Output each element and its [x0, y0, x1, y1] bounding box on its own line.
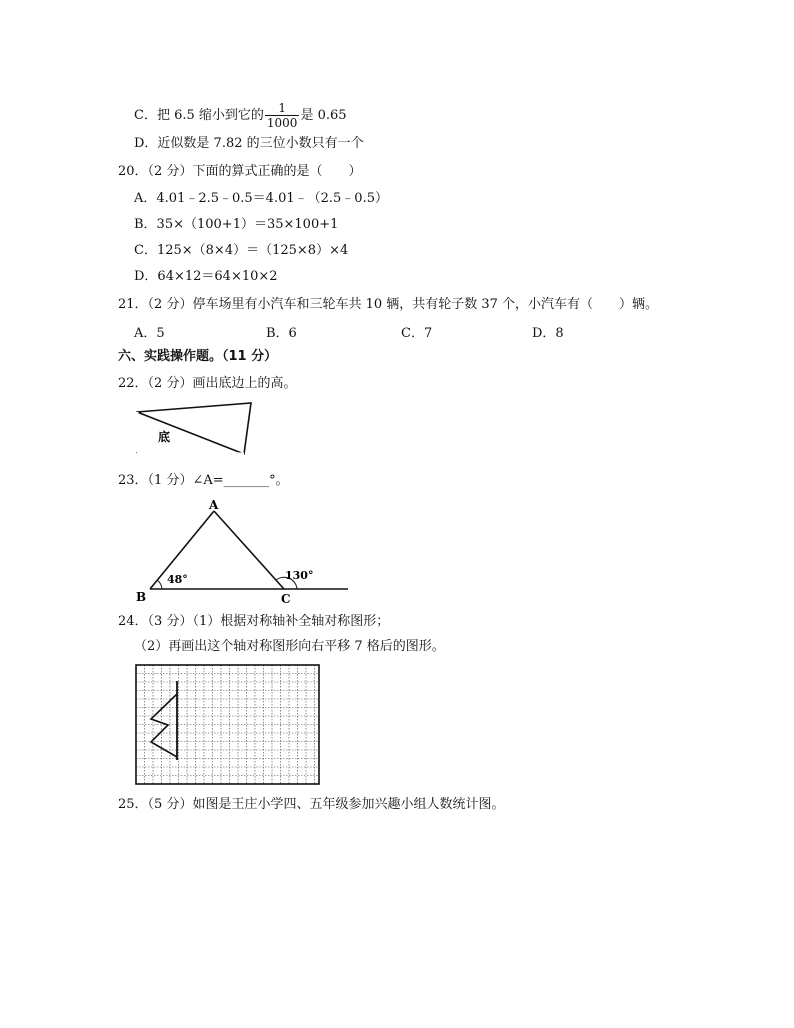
- q22-triangle-figure: [130, 397, 260, 459]
- q21-option-a: A．5: [134, 326, 165, 341]
- angle-b-label: 48°: [167, 573, 188, 586]
- q20-option-c: C．125×（8×4）＝（125×8）×4: [134, 243, 349, 258]
- label-b: B: [136, 590, 147, 604]
- fraction-denominator: 1000: [266, 116, 298, 130]
- q24-stem-1: 24．（3 分）（1）根据对称轴补全轴对称图形；: [118, 614, 390, 629]
- q19-option-c-suffix: 是 0.65: [300, 108, 347, 123]
- angle-b-arc: [157, 580, 162, 589]
- q21-stem: 21．（2 分）停车场里有小汽车和三轮车共 10 辆，共有轮子数 37 个，小汽车有（ ）辆。: [118, 297, 659, 312]
- q21-option-b: B．6: [266, 326, 297, 341]
- section-heading: 六、实践操作题。（11 分）: [118, 349, 278, 364]
- label-c: C: [281, 592, 291, 605]
- q21-option-d: D．8: [532, 326, 564, 341]
- q22-stem: 22．（2 分）画出底边上的高。: [118, 376, 297, 391]
- q20-option-a: A．4.01﹣2.5﹣0.5＝4.01﹣（2.5﹣0.5）: [134, 191, 388, 206]
- triangle-shape: [137, 403, 251, 454]
- mask: [137, 452, 244, 454]
- q19-option-c: [134, 101, 347, 130]
- fraction-numerator: 1: [265, 101, 300, 116]
- q20-option-d: D．64×12＝64×10×2: [134, 269, 278, 284]
- side-ac: [214, 511, 284, 589]
- q19-option-c-prefix: C．把 6.5 缩小到它的: [134, 108, 264, 123]
- q21-option-c: C．7: [401, 326, 433, 341]
- q20-stem: 20．（2 分）下面的算式正确的是（ ）: [118, 164, 362, 179]
- q20-option-b: B．35×（100+1）＝35×100+1: [134, 217, 339, 232]
- q24-grid-figure: [135, 664, 321, 786]
- triangle-base-edge: [137, 412, 244, 454]
- q25-stem: 25．（5 分）如图是王庄小学四、五年级参加兴趣小组人数统计图。: [118, 797, 505, 812]
- dotted-grid: [136, 665, 319, 784]
- fraction: [265, 101, 300, 130]
- half-shape: [151, 694, 177, 757]
- q19-option-d: D．近似数是 7.82 的三位小数只有一个: [134, 136, 364, 151]
- label-a: A: [209, 498, 219, 512]
- q23-triangle-figure: [134, 497, 352, 605]
- base-label: 底: [158, 430, 171, 444]
- angle-ext-label: 130°: [285, 569, 314, 582]
- q24-stem-2: （2）再画出这个轴对称图形向右平移 7 格后的图形。: [134, 639, 445, 654]
- q23-stem: 23．（1 分）∠A=_______°。: [118, 473, 289, 488]
